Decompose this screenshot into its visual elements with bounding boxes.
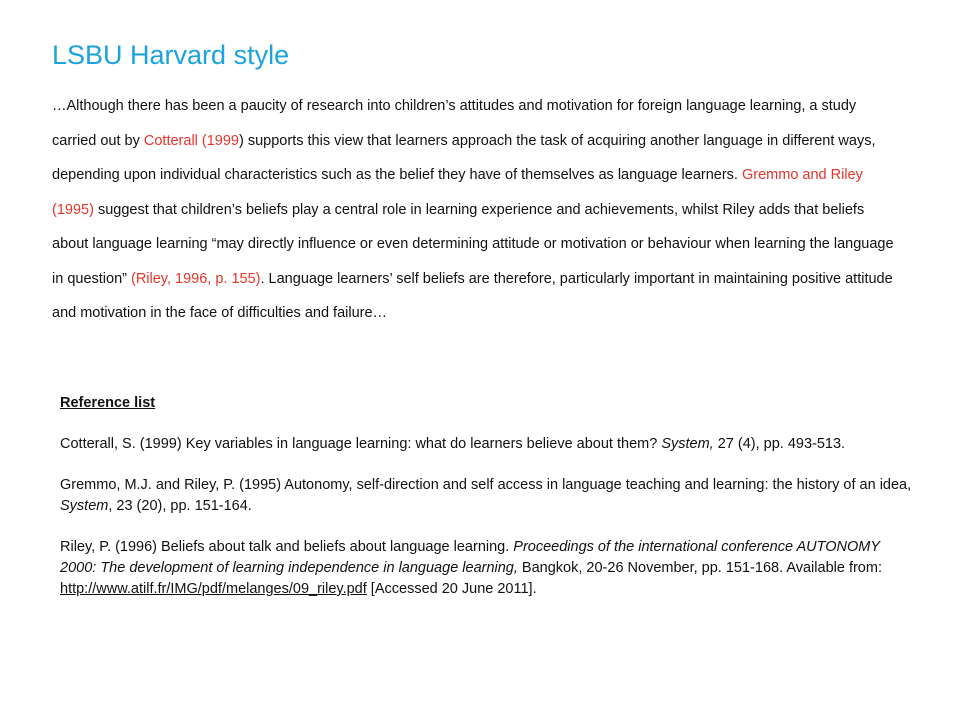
reference-cotterall-rest: 27 (4), pp. 493-513. bbox=[713, 436, 846, 452]
citation-gremmo-riley: Gremmo and Riley (1995) bbox=[52, 167, 863, 218]
reference-riley-text: Riley, P. (1996) Beliefs about talk and beliefs about language learning. bbox=[60, 539, 514, 555]
reference-gremmo-riley bbox=[60, 475, 912, 517]
essay-excerpt bbox=[52, 89, 902, 331]
reference-gremmo-riley-text: Gremmo, M.J. and Riley, P. (1995) Autonomy, self-direction and self access in language teaching and learning: the history of an idea, bbox=[60, 477, 912, 493]
excerpt-text-4: . Language learners’ self beliefs are therefore, particularly important in maintaining positive attitude and motivation in the face of difficulties and failure… bbox=[52, 270, 893, 321]
slide-title: LSBU Harvard style bbox=[52, 40, 290, 70]
reference-gremmo-riley-journal: System bbox=[60, 498, 109, 514]
reference-cotterall bbox=[60, 434, 912, 455]
excerpt-text-2: ) supports this view that learners approach the task of acquiring another language in different ways, depending upon individual characteristics such as the belief they have of themselves as language learners. bbox=[52, 132, 876, 183]
reference-list-heading: Reference list bbox=[60, 395, 156, 411]
reference-riley-rest: Bangkok, 20-26 November, pp. 151-168. Available from: bbox=[517, 560, 882, 576]
reference-riley-proceedings: Proceedings of the international conference AUTONOMY 2000: The development of learning independence in language learning, bbox=[60, 539, 880, 576]
excerpt-text-3: suggest that children’s beliefs play a central role in learning experience and achievements, whilst Riley adds that beliefs about language learning “may directly influence or even determining attitude or motivation or behaviour when learning the language in question” bbox=[52, 201, 894, 287]
reference-cotterall-journal: System, bbox=[661, 436, 714, 452]
citation-riley: (Riley, 1996, p. 155) bbox=[131, 270, 261, 287]
reference-cotterall-text: Cotterall, S. (1999) Key variables in language learning: what do learners believe about them? bbox=[60, 436, 662, 452]
excerpt-text-1: …Although there has been a paucity of research into children’s attitudes and motivation for foreign language learning, a study carried out by bbox=[52, 98, 857, 149]
reference-riley-accessed: [Accessed 20 June 2011]. bbox=[366, 581, 537, 597]
reference-gremmo-riley-rest: , 23 (20), pp. 151-164. bbox=[108, 498, 252, 514]
reference-riley-url-link[interactable]: http://www.atilf.fr/IMG/pdf/melanges/09_riley.pdf bbox=[60, 581, 367, 597]
reference-list bbox=[60, 393, 912, 620]
citation-cotterall: Cotterall (1999 bbox=[143, 132, 239, 149]
reference-riley bbox=[60, 537, 912, 600]
